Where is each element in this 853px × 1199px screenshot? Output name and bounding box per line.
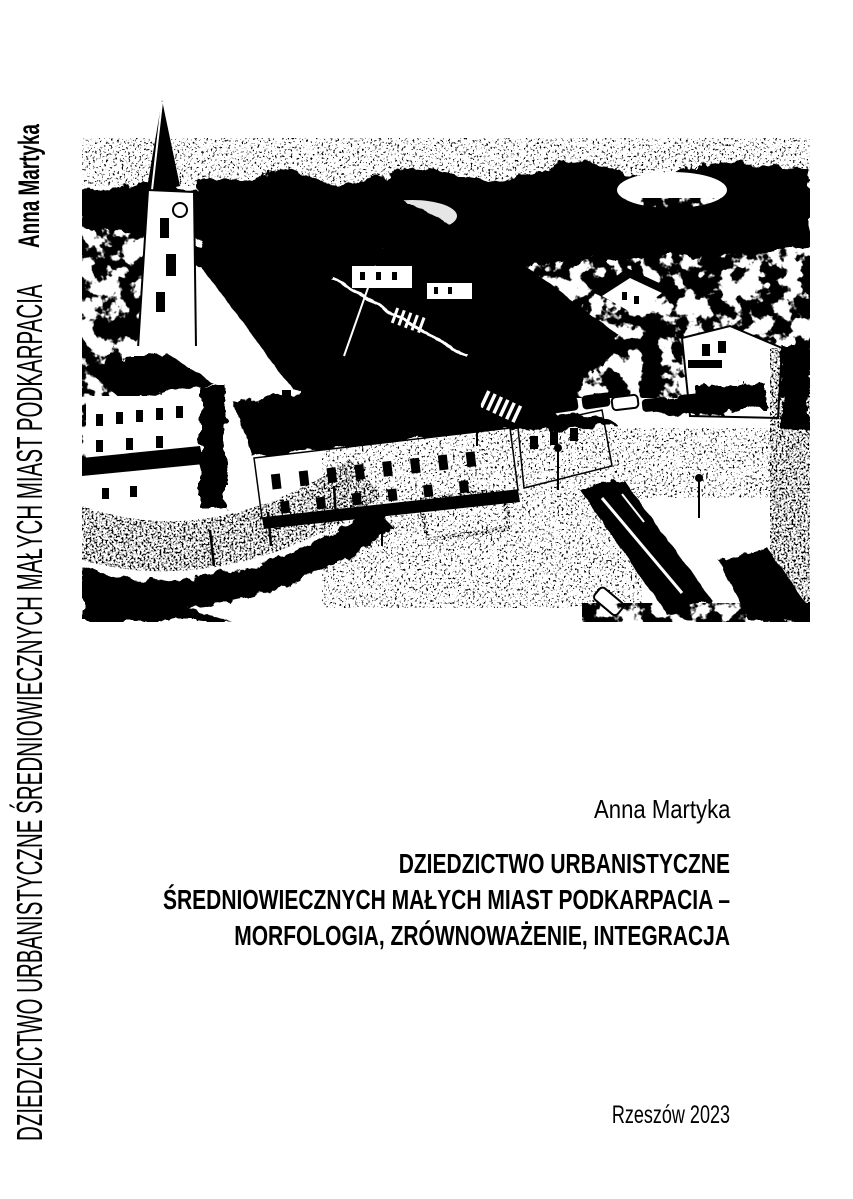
small-tree — [374, 430, 386, 442]
crosswalk — [480, 390, 528, 423]
small-tree — [424, 412, 440, 428]
imprint-place-year: Rzeszów 2023 — [611, 1101, 730, 1129]
aerial-photo-illustration — [82, 98, 810, 622]
buildings-left — [82, 354, 226, 524]
small-tree — [589, 393, 599, 403]
small-tree — [537, 397, 551, 411]
tower-clock — [173, 203, 187, 217]
title-line-3: MORFOLOGIA, ZRÓWNOWAŻENIE, INTEGRACJA — [234, 920, 730, 951]
book-title — [163, 846, 730, 954]
white-car — [611, 394, 638, 410]
bottom-dark-edge — [582, 603, 810, 622]
title-line-2: ŚREDNIOWIECZNYCH MAŁYCH MIAST PODKARPACIA – — [162, 884, 730, 915]
cover-photo — [82, 98, 810, 622]
author-name: Anna Martyka — [593, 794, 730, 824]
gravel-strip — [770, 348, 810, 622]
spine-series-title: DZIEDZICTWO URBANISTYCZNE ŚREDNIOWIECZNYCH MAŁYCH MIAST PODKARPACIA — [9, 284, 50, 1142]
spine-author: Anna Martyka — [13, 124, 46, 248]
tower-window — [156, 292, 165, 312]
title-line-1: DZIEDZICTWO URBANISTYCZNE — [398, 848, 730, 879]
tower-window — [160, 218, 169, 238]
tower-window — [166, 254, 176, 276]
